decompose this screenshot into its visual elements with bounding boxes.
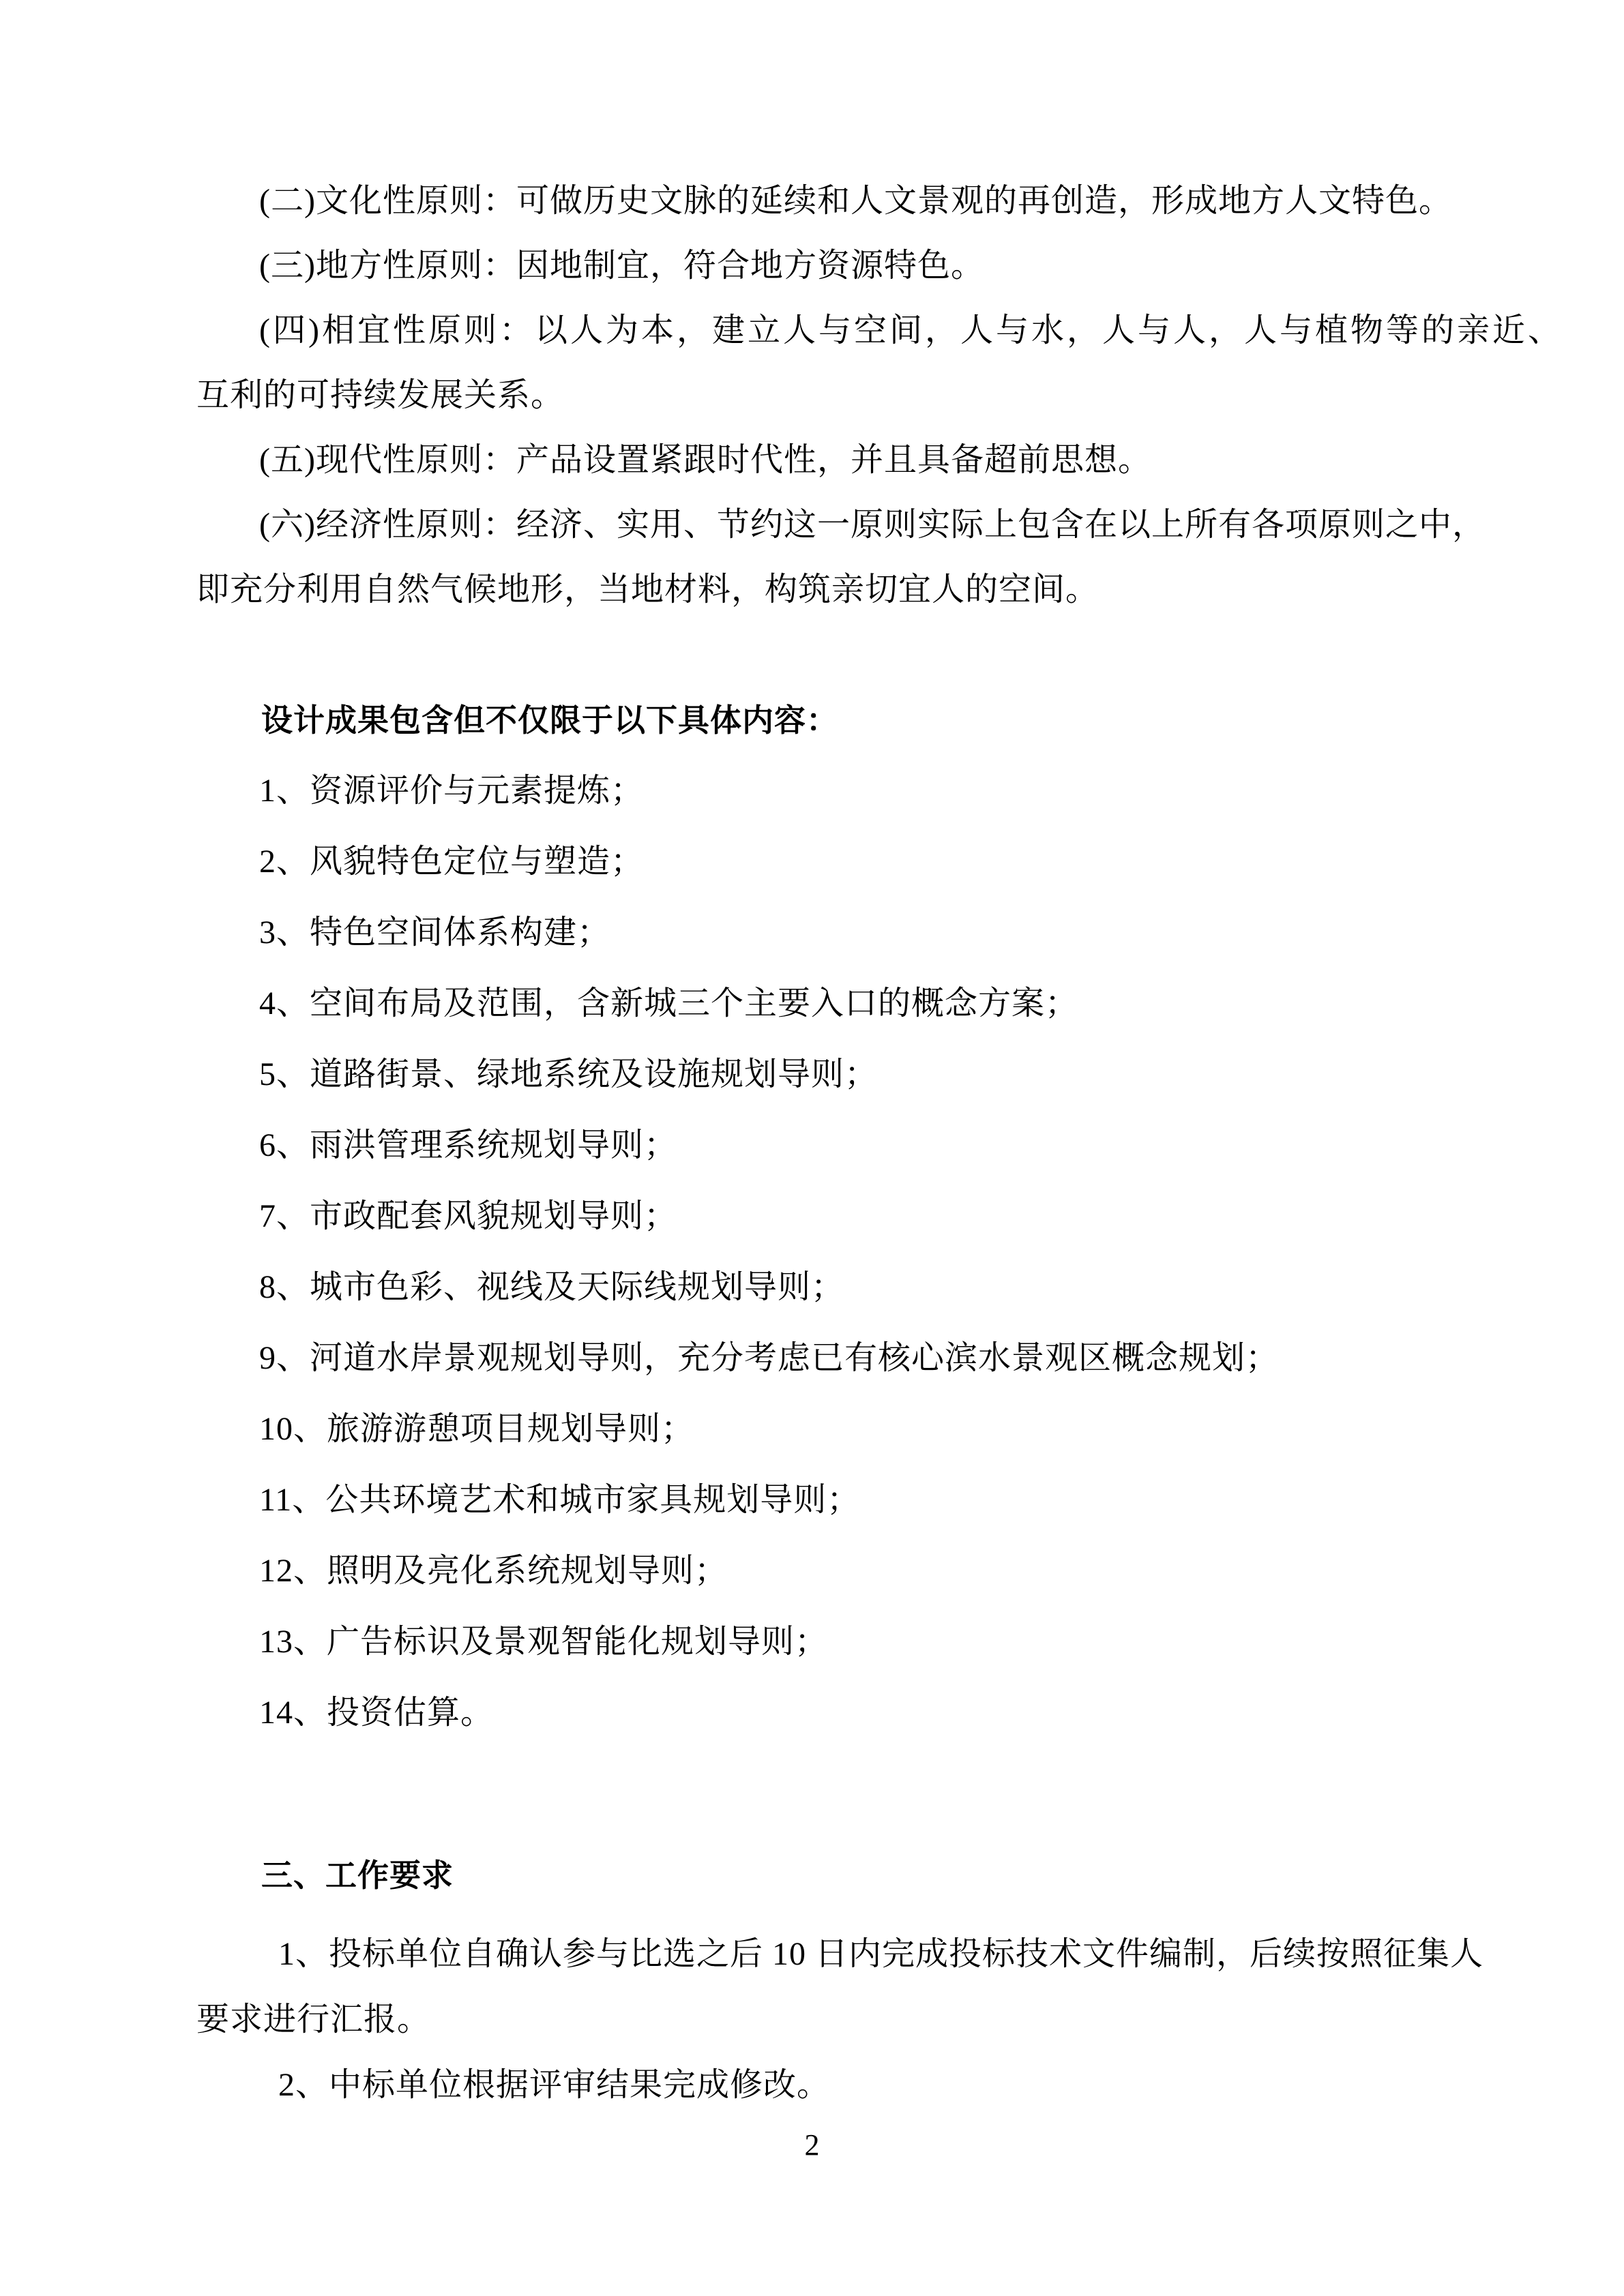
paragraph-line: (五)现代性原则：产品设置紧跟时代性，并且具备超前思想。 [259,442,1151,478]
list-item: 14、投资估算。 [259,1695,494,1731]
paragraph-line: 互利的可持续发展关系。 [196,377,565,413]
paragraph-line: (二)文化性原则：可做历史文脉的延续和人文景观的再创造，形成地方人文特色。 [259,183,1452,219]
list-item: 3、特色空间体系构建； [259,914,611,951]
list-item: 12、照明及亮化系统规划导则； [259,1553,728,1589]
principles-section [196,168,1563,622]
paragraph-line: (六)经济性原则：经济、实用、节约这一原则实际上包含在以上所有各项原则之中， [259,507,1486,543]
list-item: 4、空间布局及范围，含新城三个主要入口的概念方案； [259,985,1079,1022]
paragraph-line: 即充分利用自然气候地形，当地材料，构筑亲切宜人的空间。 [196,571,1099,608]
list-item: 10、旅游游憩项目规划导则； [259,1411,695,1447]
list-item: 7、市政配套风貌规划导则； [259,1198,678,1234]
list-item: 6、雨洪管理系统规划导则； [259,1127,678,1163]
paragraph-line: 要求进行汇报。 [196,2001,431,2038]
work-requirements-heading: 三、工作要求 [261,1858,454,1893]
list-item: 1、资源评价与元素提炼； [259,773,645,809]
paragraph-line: 1、投标单位自确认参与比选之后 10 日内完成投标技术文件编制，后续按照征集人 [278,1936,1484,1972]
work-requirements-section [196,1840,1484,2118]
list-item: 9、河道水岸景观规划导则，充分考虑已有核心滨水景观区概念规划； [259,1340,1280,1376]
list-item: 13、广告标识及景观智能化规划导则； [259,1624,829,1660]
page-content [196,0,1563,2118]
list-item: 2、风貌特色定位与塑造； [259,844,645,880]
list-item: 11、公共环境艺术和城市家具规划导则； [259,1482,861,1518]
list-item: 8、城市色彩、视线及天际线规划导则； [259,1269,845,1305]
paragraph-line: 2、中标单位根据评审结果完成修改。 [278,2067,831,2103]
paragraph-line: (四)相宜性原则：以人为本，建立人与空间，人与水，人与人，人与植物等的亲近、 [259,312,1563,348]
deliverables-section [196,685,1436,1748]
list-item: 5、道路街景、绿地系统及设施规划导则； [259,1056,879,1092]
paragraph-line: (三)地方性原则：因地制宜，符合地方资源特色。 [259,248,984,284]
deliverables-heading: 设计成果包含但不仅限于以下具体内容： [261,702,838,738]
page-number: 2 [804,2128,820,2162]
